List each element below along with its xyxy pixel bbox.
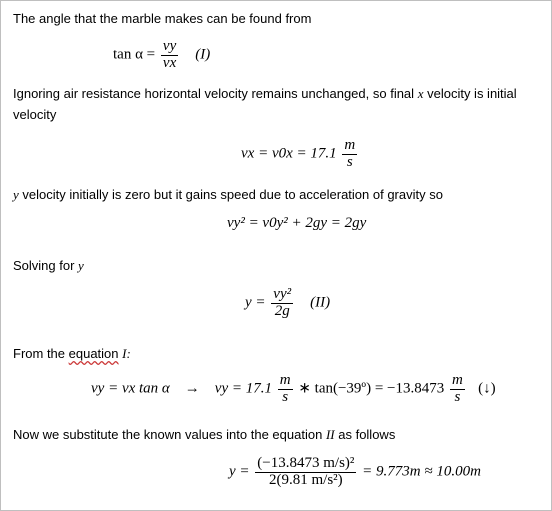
- equation-vx: [241, 138, 359, 171]
- equation-vy-squared: [227, 215, 366, 232]
- p5-variable: I:: [122, 346, 131, 361]
- p6-part-b: as follows: [338, 427, 396, 442]
- eq4-denominator: 2g: [274, 302, 290, 319]
- eq1-denominator: vx: [162, 54, 177, 71]
- eq5-denominator-1: s: [282, 388, 289, 405]
- eq1-fraction: [161, 39, 178, 72]
- solving-for-text: [13, 258, 84, 274]
- eq5-fraction-1: [278, 373, 293, 406]
- p6-part-a: Now we substitute the known values into the equation: [13, 427, 323, 442]
- equation-tan-alpha: [113, 39, 210, 72]
- eq2-denominator: s: [346, 153, 353, 170]
- eq5-direction: (↓): [478, 380, 496, 397]
- eq5-part-b: vy = 17.1: [214, 380, 272, 397]
- eq6-denominator: 2(9.81 m/s²): [269, 471, 343, 488]
- eq5-numerator-2: m: [452, 372, 463, 388]
- eq1-numerator: vy: [162, 38, 177, 54]
- eq5-fraction-2: [450, 373, 465, 406]
- eq6-lhs: y =: [229, 463, 250, 480]
- p5-part-a: From the: [13, 346, 66, 361]
- eq4-tag: (II): [310, 294, 331, 311]
- equation-final-y: [229, 456, 481, 489]
- eq2-fraction: [342, 138, 357, 171]
- eq5-part-a: vy = vx tan α: [91, 380, 170, 397]
- eq5-part-c: ∗ tan(−39º) = −13.8473: [298, 380, 445, 397]
- eq3-text: vy² = v0y² + 2gy = 2gy: [227, 215, 367, 231]
- eq1-lhs: tan α =: [113, 46, 156, 63]
- equation-vy: [91, 373, 496, 406]
- intro-text: The angle that the marble makes can be found from: [13, 11, 312, 26]
- substitute-text: [13, 427, 395, 443]
- p5-spellcheck-word: equation: [68, 346, 119, 361]
- p2-part-b: velocity is initial: [427, 86, 517, 101]
- eq6-numerator: (−13.8473 m/s)²: [257, 455, 355, 471]
- horizontal-velocity-text: [13, 86, 517, 102]
- eq6-fraction: [255, 456, 356, 489]
- eq6-rhs: = 9.773m ≈ 10.00m: [362, 463, 481, 480]
- p2-part-a: Ignoring air resistance horizontal velocity remains unchanged, so final: [13, 86, 415, 101]
- from-equation-text: [13, 346, 131, 362]
- equation-y: [245, 287, 330, 320]
- p6-variable: II: [325, 427, 335, 442]
- eq4-fraction: [271, 287, 293, 320]
- eq4-lhs: y =: [245, 294, 266, 311]
- eq4-numerator: vy²: [273, 286, 292, 302]
- horizontal-velocity-text-cont: velocity: [13, 107, 57, 122]
- eq5-arrow: →: [184, 380, 200, 397]
- p4-variable: y: [78, 258, 84, 273]
- p2-variable: x: [417, 86, 424, 101]
- eq1-tag: (I): [195, 46, 211, 63]
- eq2-text: vx = v0x = 17.1: [241, 145, 337, 162]
- vertical-velocity-text: [13, 187, 443, 203]
- eq2-numerator: m: [344, 137, 356, 153]
- p3-variable: y: [13, 187, 19, 202]
- eq5-numerator-1: m: [279, 372, 291, 388]
- p4-text: Solving for: [13, 258, 75, 273]
- eq5-denominator-2: s: [454, 388, 461, 405]
- p3-text: velocity initially is zero but it gains speed due to acceleration of gravity so: [22, 187, 443, 202]
